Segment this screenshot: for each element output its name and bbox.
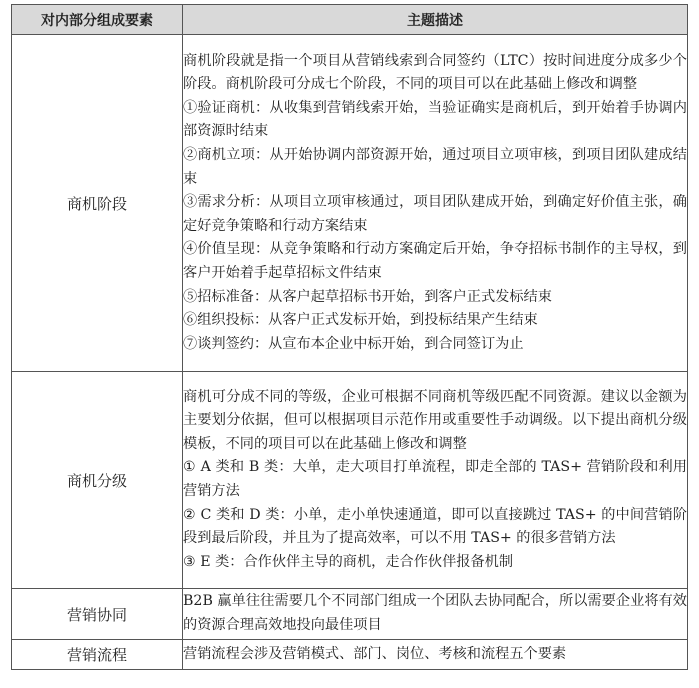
header-col-element: 对内部分组成要素 (12, 5, 183, 35)
description-line: 商机阶段就是指一个项目从营销线索到合同签约（LTC）按时间进度分成多少个阶段。商机阶段可分成七个阶段，不同的项目可以在此基础上修改和调整 (183, 52, 687, 93)
table-row (12, 640, 688, 670)
description-line: ⑦谈判签约：从宣布本企业中标开始，到合同签订为止 (183, 335, 524, 352)
row-label: 营销流程 (12, 640, 183, 670)
description-line: ①验证商机：从收集到营销线索开始，当验证确实是商机后，到开始着手协调内部资源时结束 (183, 99, 687, 140)
element-table (11, 4, 688, 670)
description-line: ⑤招标准备：从客户起草招标书开始，到客户正式发标结束 (183, 288, 552, 305)
description-line: ③需求分析：从项目立项审核通过，项目团队建成开始，到确定好价值主张，确定好竞争策略和行动方案结束 (183, 194, 687, 234)
description-line: ③ E 类：合作伙伴主导的商机，走合作伙伴报备机制 (183, 553, 514, 570)
table-row (12, 589, 688, 640)
description-line: ⑥组织投标：从客户正式发标开始，到投标结果产生结束 (183, 312, 538, 329)
description-line: ②商机立项：从开始协调内部资源开始，通过项目立项审核，到项目团队建成结束 (183, 147, 687, 187)
header-row (12, 5, 688, 35)
row-label: 商机分级 (12, 372, 183, 589)
table-row (12, 35, 688, 372)
description-line: ② C 类和 D 类：小单，走小单快速通道，即可以直接跳过 TAS+ 的中间营销阶段到最后阶段，并且为了提高效率，可以不用 TAS+ 的很多营销方法 (183, 506, 687, 547)
description-line: 营销流程会涉及营销模式、部门、岗位、考核和流程五个要素 (183, 645, 567, 662)
header-col-description: 主题描述 (183, 5, 688, 35)
description-line: B2B 赢单往往需要几个不同部门组成一个团队去协同配合，所以需要企业将有效的资源合理高效地投向最佳项目 (183, 593, 687, 633)
description-line: ④价值呈现：从竞争策略和行动方案确定后开始，争夺招标书制作的主导权，到客户开始着手起草招标文件结束 (183, 241, 687, 281)
row-description (183, 640, 688, 670)
row-label: 营销协同 (12, 589, 183, 640)
row-label: 商机阶段 (12, 35, 183, 372)
description-line: 商机可分成不同的等级，企业可根据不同商机等级匹配不同资源。建议以金额为主要划分依据，但可以根据项目示范作用或重要性手动调级。以下提出商机分级模板，不同的项目可以在此基础上修改和调整 (183, 388, 687, 452)
row-description (183, 372, 688, 589)
row-description (183, 589, 688, 640)
table-row (12, 372, 688, 589)
row-description (183, 35, 688, 372)
description-line: ① A 类和 B 类：大单，走大项目打单流程，即走全部的 TAS+ 营销阶段和利用营销方法 (183, 459, 687, 499)
